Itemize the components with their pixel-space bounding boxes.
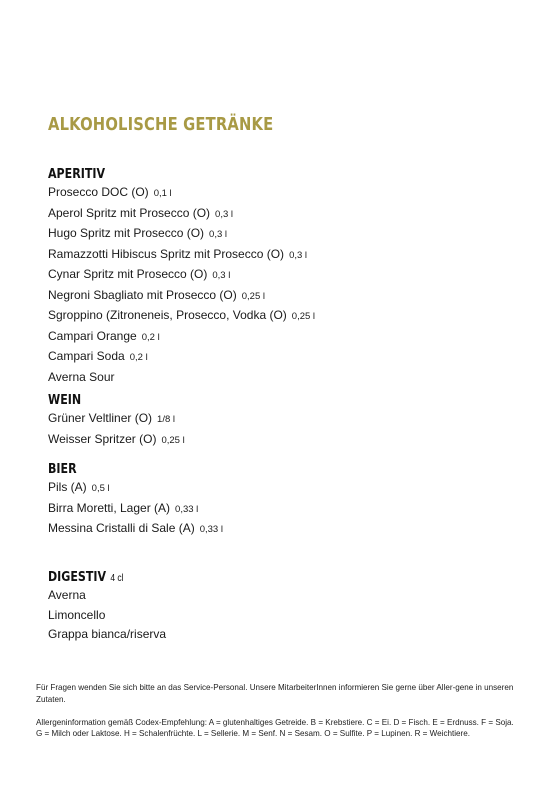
section-heading-text: DIGESTIV <box>48 570 107 585</box>
item-volume: 0,25 l <box>291 311 316 322</box>
item-volume: 0,25 l <box>241 290 265 302</box>
menu-list <box>48 586 166 645</box>
section-digestiv <box>48 570 166 645</box>
item-volume: 0,2 l <box>141 331 160 343</box>
menu-item <box>48 245 315 266</box>
menu-item <box>48 286 315 307</box>
item-volume: 0,3 l <box>289 249 308 261</box>
item-name: Prosecco DOC (O) <box>48 185 149 199</box>
item-name: Averna Sour <box>48 369 115 384</box>
section-heading <box>48 570 148 586</box>
item-volume: 0,25 l <box>161 434 185 446</box>
item-volume: 0,33 l <box>199 524 223 535</box>
item-name: Sgroppino (Zitroneneis, Prosecco, Vodka (O) <box>48 308 287 322</box>
item-name: Averna <box>48 588 86 602</box>
menu-item <box>48 606 166 626</box>
menu-item <box>48 327 315 348</box>
item-name: Campari Orange <box>48 328 137 343</box>
item-name: Grüner Veltliner (O) <box>48 411 153 425</box>
menu-list <box>48 478 223 540</box>
menu-item <box>48 499 223 520</box>
allergen-info: Allergeninformation gemäß Codex-Empfehlung: A = glutenhaltiges Getreide. B = Krebstiere. C = Ei. D = Fisch. E = Erdnuss. F = Soja. G = Milch oder Laktose. H = Schalenfrüchte. L = Sellerie. M = Senf. N = Sesam. O = Sulfite. P = Lupinen. R = Weichtiere. <box>36 717 514 738</box>
item-name: Birra Moretti, Lager (A) <box>48 500 171 515</box>
menu-item <box>48 625 166 645</box>
item-volume: 0,3 l <box>212 270 231 281</box>
menu-item <box>48 586 166 606</box>
item-volume: 0,33 l <box>175 503 199 515</box>
section-heading: WEIN <box>48 393 82 408</box>
item-name: Weisser Spritzer (O) <box>48 431 157 446</box>
menu-item <box>48 224 315 245</box>
item-name: Campari Soda <box>48 349 125 363</box>
item-volume: 0,1 l <box>153 188 172 199</box>
section-heading: APERITIV <box>48 167 106 182</box>
menu-item <box>48 478 223 499</box>
section-heading-note: 4 cl <box>110 573 124 584</box>
menu-item <box>48 368 315 388</box>
section-bier <box>48 462 223 540</box>
menu-list <box>48 183 315 387</box>
item-volume: 0,2 l <box>129 352 148 363</box>
menu-item <box>48 519 223 540</box>
menu-item <box>48 347 315 368</box>
item-volume: 0,3 l <box>215 208 234 220</box>
item-name: Ramazzotti Hibiscus Spritz mit Prosecco (O) <box>48 246 285 261</box>
menu-item <box>48 409 185 430</box>
item-name: Messina Cristalli di Sale (A) <box>48 521 195 535</box>
item-volume: 0,3 l <box>209 229 228 240</box>
page-title: ALKOHOLISCHE GETRÄNKE <box>48 114 274 135</box>
section-heading: BIER <box>48 462 77 477</box>
item-name: Limoncello <box>48 607 106 622</box>
menu-item <box>48 204 315 225</box>
item-name: Grappa bianca/riserva <box>48 627 167 641</box>
menu-item <box>48 265 315 286</box>
section-wein <box>48 393 185 450</box>
menu-item <box>48 306 315 327</box>
menu-list <box>48 409 185 450</box>
item-name: Negroni Sbagliato mit Prosecco (O) <box>48 287 237 302</box>
menu-item <box>48 183 315 204</box>
menu-item <box>48 430 185 451</box>
footer <box>36 682 520 751</box>
item-name: Cynar Spritz mit Prosecco (O) <box>48 267 208 281</box>
item-volume: 1/8 l <box>157 414 176 425</box>
service-note: Für Fragen wenden Sie sich bitte an das Service-Personal. Unsere MitarbeiterInnen informieren Sie gerne über Aller-gene in unseren Zutaten. <box>36 683 514 704</box>
item-name: Aperol Spritz mit Prosecco (O) <box>48 205 211 220</box>
item-name: Hugo Spritz mit Prosecco (O) <box>48 226 205 240</box>
item-volume: 0,5 l <box>91 483 110 494</box>
section-aperitiv <box>48 167 315 387</box>
item-name: Pils (A) <box>48 480 87 494</box>
